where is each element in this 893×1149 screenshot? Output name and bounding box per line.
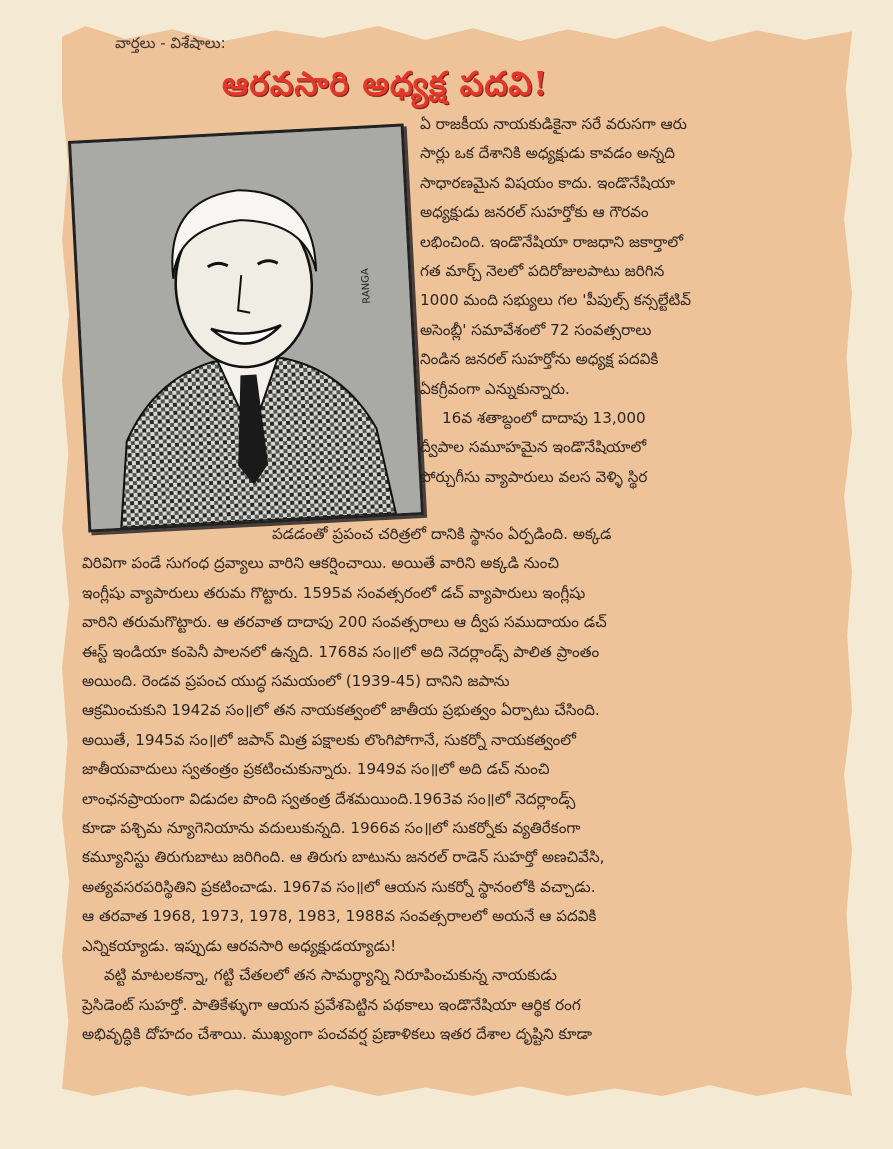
portrait-icon — [71, 127, 421, 530]
article-line: ఏకగ్రీవంగా ఎన్నుకున్నారు. — [420, 379, 570, 398]
article-line: ఈస్ట్ ఇండియా కంపెనీ పాలనలో ఉన్నది. 1768వ సం॥లో అది నెదర్లాండ్స్ పాలిత ప్రాంతం — [82, 642, 600, 661]
article-line: ఆక్రమించుకుని 1942వ సం॥లో తన నాయకత్వంలో జాతీయ ప్రభుత్వం ఏర్పాటు చేసింది. — [82, 701, 600, 720]
article-line: పోర్చుగీసు వ్యాపారులు వలస వెళ్ళి స్థిర — [420, 467, 648, 486]
article-line: సాధారణమైన విషయం కాదు. ఇండొనేషియా — [420, 173, 676, 192]
article-line: విరివిగా పండే సుగంధ ద్రవ్యాలు వారిని ఆకర్షించాయి. అయితే వారిని అక్కడి నుంచి — [82, 554, 560, 573]
article-line: ఏ రాజకీయ నాయకుడికైనా సరే వరుసగా ఆరు — [420, 115, 687, 133]
article-line: ఎన్నికయ్యాడు. ఇప్పుడు ఆరవసారి అధ్యక్షుడయ్యాడు! — [82, 936, 397, 955]
article-line: ఆ తరవాత 1968, 1973, 1978, 1983, 1988వ సంవత్సరాలలో అయనే ఆ పదవికి — [82, 907, 597, 926]
article-line: లాంఛనప్రాయంగా విడుదల పొంది స్వతంత్ర దేశమయింది.1963వ సం॥లో నెదర్లాండ్స్ — [82, 789, 576, 808]
article-line: లభించింది. ఇండొనేషియా రాజధాని జకార్తాలో — [420, 232, 683, 251]
article-line: 16వ శతాబ్దంలో దాదాపు 13,000 — [442, 409, 646, 428]
article-line: ప్రెసిడెంట్ సుహర్తో. పాతికేళ్ళుగా ఆయన ప్రవేశపెట్టిన పథకాలు ఇండొనేషియా ఆర్థిక రంగ — [82, 995, 581, 1014]
article-intro-column — [420, 110, 815, 492]
article-line: కూడా పశ్చిమ న్యూగెనియాను వదులుకున్నది. 1966వ సం॥లో సుకర్నోకు వ్యతిరేకంగా — [82, 819, 581, 838]
article-line: సార్లు ఒక దేశానికి అధ్యక్షుడు కావడం అన్నది — [420, 144, 675, 163]
article-line: కమ్యూనిస్టు తిరుగుబాటు జరిగింది. ఆ తిరుగు బాటును జనరల్ రాడెన్ సుహర్తో అణచివేసి, — [82, 848, 605, 867]
article-line: అధ్యక్షుడు జనరల్ సుహర్తోకు ఆ గౌరవం — [420, 203, 649, 222]
article-line: ద్వీపాల సమూహమైన ఇండొనేషియాలో — [420, 438, 647, 457]
article-line: అయితే, 1945వ సం॥లో జపాన్ మిత్ర పక్షాలకు లొంగిపోగానే, సుకర్నో నాయకత్వంలో — [82, 730, 576, 749]
article-line: వారిని తరుమగొట్టారు. ఆ తరవాత దాదాపు 200 సంవత్సరాలు ఆ ద్వీప సముదాయం డచ్ — [82, 613, 607, 632]
portrait-illustration — [68, 123, 424, 532]
article-line: గత మార్చ్ నెలలో పదిరోజులపాటు జరిగిన — [420, 262, 665, 281]
article-line: పడడంతో ప్రపంచ చరిత్రలో దానికి స్థానం ఏర్పడింది. అక్కడ — [272, 525, 612, 543]
article-line: వట్టి మాటలకన్నా, గట్టి చేతలలో తన సామర్థ్యాన్ని నిరూపించుకున్న నాయకుడు — [104, 966, 557, 985]
article-line: అత్యవసరపరిస్థితిని ప్రకటించాడు. 1967వ సం॥లో ఆయన సుకర్నో స్థానంలోకి వచ్చాడు. — [82, 877, 596, 896]
article-line: ఇంగ్లీషు వ్యాపారులు తరుమ గొట్టారు. 1595వ సంవత్సరంలో డచ్ వ్యాపారులు ఇంగ్లీషు — [82, 583, 586, 602]
article-headline: ఆరవసారి అధ్యక్ష పదవి! — [222, 64, 549, 103]
article-line: 1000 మంది సభ్యులు గల 'పీపుల్స్ కన్సల్టేటివ్ — [420, 291, 692, 310]
article-line: జాతీయవాదులు స్వతంత్రం ప్రకటించుకున్నారు. 1949వ సం॥లో అది డచ్ నుంచి — [82, 760, 550, 779]
article-body — [82, 520, 817, 1049]
artist-signature: RANGA — [360, 267, 373, 304]
article-line: అభివృద్ధికి దోహదం చేశాయి. ముఖ్యంగా పంచవర్ష ప్రణాళికలు ఇతర దేశాల దృష్టిని కూడా — [82, 1024, 593, 1043]
article-line: అయింది. రెండవ ప్రపంచ యుద్ధ సమయంలో (1939-45) దానిని జపాను — [82, 672, 510, 691]
article-line: అసెంబ్లీ' సమావేశంలో 72 సంవత్సరాలు — [420, 320, 652, 339]
article-line: నిండిన జనరల్ సుహర్తోను అధ్యక్ష పదవికి — [420, 350, 659, 369]
section-kicker: వార్తలు - విశేషాలు: — [115, 34, 226, 52]
